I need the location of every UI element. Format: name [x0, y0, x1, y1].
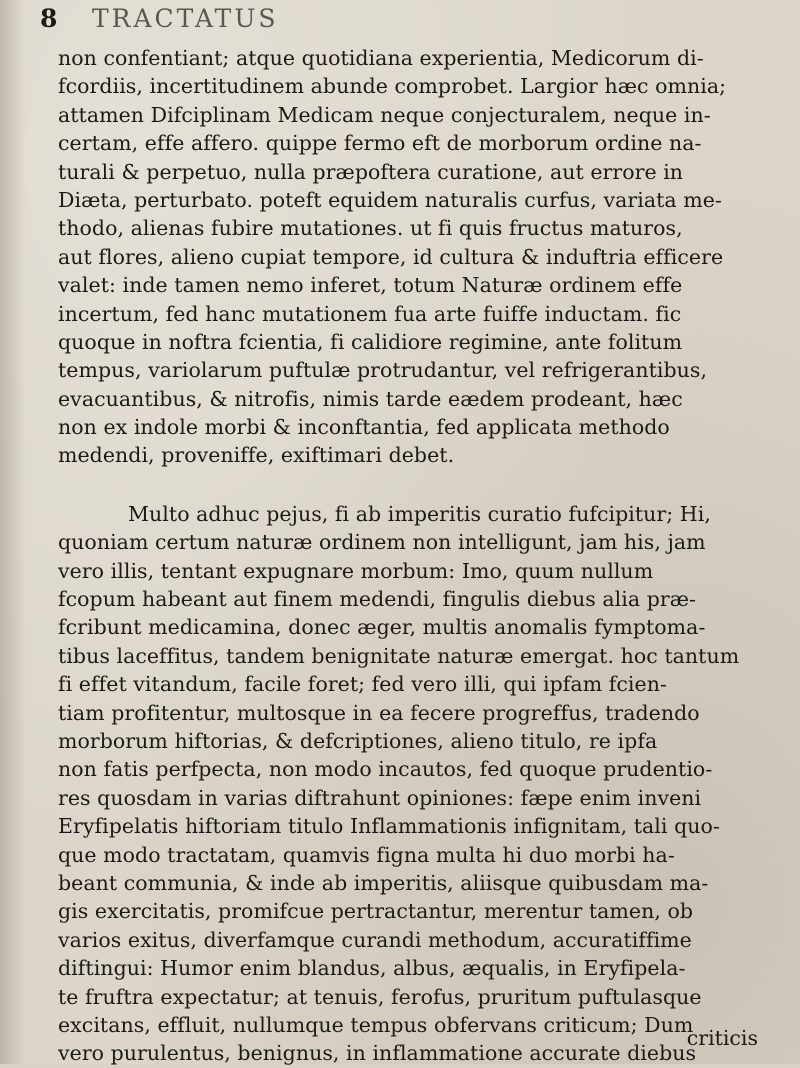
- text-line: fcordiis, incertitudinem abunde comprobet. Largior hæc omnia;: [58, 74, 727, 99]
- text-line: tibus laceffitus, tandem benignitate naturæ emergat. hoc tantum: [58, 643, 740, 668]
- text-line: res quosdam in varias diftrahunt opiniones: fæpe enim inveni: [58, 785, 702, 810]
- page-shadow-edge: [0, 0, 26, 1064]
- text-line: tempus, variolarum puftulæ protrudantur, vel refrigerantibus,: [58, 358, 708, 383]
- text-line: attamen Difciplinam Medicam neque conjecturalem, neque in-: [58, 102, 711, 127]
- text-line: fi effet vitandum, facile foret; fed vero illi, qui ipfam fcien-: [58, 672, 667, 697]
- text-line: medendi, proveniffe, exiftimari debet.: [58, 443, 455, 468]
- text-line: te fruftra expectatur; at tenuis, ferofus, pruritum puftulasque: [58, 984, 702, 1009]
- paragraph-2: [58, 500, 776, 1068]
- catchword: criticis: [686, 1026, 758, 1050]
- text-line: fcopum habeant aut finem medendi, fingulis diebus alia præ-: [58, 587, 697, 612]
- page-number: 8: [40, 4, 59, 33]
- running-head: TRACTATUS: [92, 4, 279, 33]
- text-line: diftingui: Humor enim blandus, albus, æqualis, in Eryfipela-: [58, 956, 686, 981]
- text-line: varios exitus, diverfamque curandi methodum, accuratiffime: [58, 927, 692, 952]
- text-line: evacuantibus, & nitrofis, nimis tarde eædem prodeant, hæc: [58, 386, 683, 411]
- text-line: turali & perpetuo, nulla præpoftera curatione, aut errore in: [58, 159, 684, 184]
- text-line: quoniam certum naturæ ordinem non intelligunt, jam his, jam: [58, 530, 706, 555]
- page-header: [40, 4, 740, 40]
- text-line: quoque in noftra fcientia, fi calidiore regimine, ante folitum: [58, 329, 683, 354]
- text-line: fcribunt medicamina, donec æger, multis anomalis fymptoma-: [58, 615, 706, 640]
- paragraph-gap: [58, 470, 776, 500]
- text-line: incertum, fed hanc mutationem fua arte fuiffe inductam. fic: [58, 301, 682, 326]
- text-line: non confentiant; atque quotidiana experientia, Medicorum di-: [58, 46, 704, 70]
- text-line: gis exercitatis, promifcue pertractantur, merentur tamen, ob: [58, 899, 694, 924]
- text-line: Diæta, perturbato. poteft equidem naturalis curfus, variata me-: [58, 187, 722, 212]
- text-line: Multo adhuc pejus, fi ab imperitis curatio fufcipitur; Hi,: [128, 501, 711, 526]
- text-line: vero purulentus, benignus, in inflammatione accurate diebus: [58, 1041, 697, 1066]
- text-line: que modo tractatam, quamvis figna multa hi duo morbi ha-: [58, 842, 675, 867]
- text-line: excitans, effluit, nullumque tempus obfervans criticum; Dum: [58, 1012, 694, 1037]
- text-line: non fatis perfpecta, non modo incautos, fed quoque prudentio-: [58, 757, 713, 782]
- text-line: tiam profitentur, multosque in ea fecere progreffus, tradendo: [58, 700, 700, 725]
- text-line: thodo, alienas fubire mutationes. ut fi quis fructus maturos,: [58, 216, 683, 241]
- text-line: beant communia, & inde ab imperitis, aliisque quibusdam ma-: [58, 870, 709, 895]
- text-line: aut flores, alieno cupiat tempore, id cultura & induftria efficere: [58, 244, 724, 269]
- text-line: valet: inde tamen nemo inferet, totum Naturæ ordinem effe: [58, 273, 683, 298]
- paragraph-1: [58, 44, 776, 470]
- text-line: certam, effe affero. quippe fermo eft de morborum ordine na-: [58, 131, 702, 156]
- text-line: vero illis, tentant expugnare morbum: Imo, quum nullum: [58, 558, 654, 583]
- body-text: [58, 44, 776, 1068]
- text-line: non ex indole morbi & inconftantia, fed applicata methodo: [58, 415, 670, 440]
- text-line: morborum hiftorias, & defcriptiones, alieno titulo, re ipfa: [58, 728, 658, 753]
- text-line: Eryfipelatis hiftoriam titulo Inflammationis infignitam, tali quo-: [58, 814, 720, 839]
